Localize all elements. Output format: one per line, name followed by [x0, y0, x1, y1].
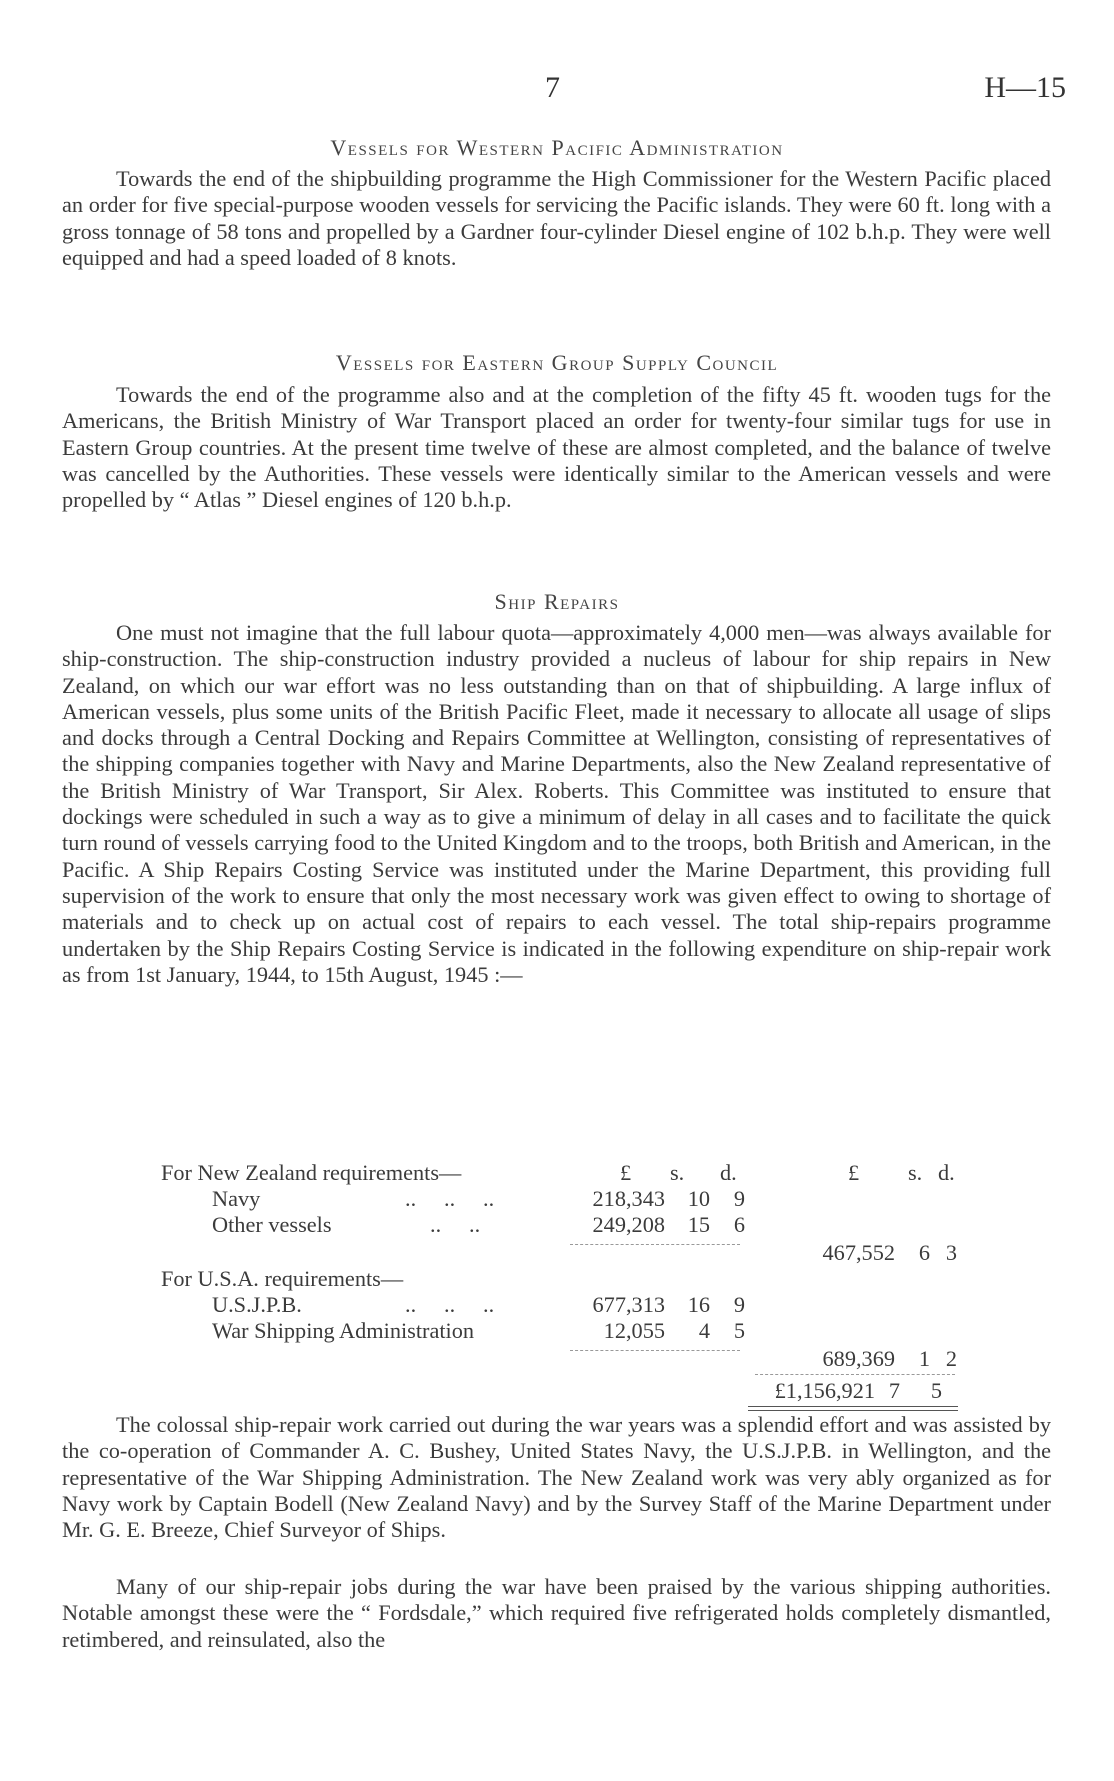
- row-leaders: .. ..: [430, 1212, 481, 1237]
- subtotal-pence-usa: 2: [945, 1346, 957, 1371]
- subtotal-pence-new-zealand: 3: [945, 1240, 957, 1265]
- row-pence: 5: [733, 1318, 745, 1343]
- subtotal-shillings-usa: 1: [918, 1346, 930, 1371]
- row-pounds: 249,208: [592, 1212, 665, 1237]
- subtotal-pounds-usa: 689,369: [822, 1346, 895, 1371]
- subtotal-pounds-new-zealand: 467,552: [822, 1240, 895, 1265]
- row-leaders: .. .. ..: [405, 1292, 495, 1317]
- row-item-other-vessels: Other vessels: [212, 1212, 332, 1237]
- section-heading-western-pacific: Vessels for Western Pacific Administration: [330, 135, 784, 160]
- column-header-pounds: £: [620, 1160, 632, 1185]
- section-heading-eastern-group: Vessels for Eastern Group Supply Council: [335, 350, 779, 375]
- expenditure-table: [0, 1160, 1114, 1403]
- total-double-rule-bottom: [748, 1410, 958, 1411]
- column-header-pence-total: d.: [938, 1160, 955, 1185]
- total-pounds: £1,156,921: [774, 1378, 875, 1403]
- column-header-pounds-total: £: [848, 1160, 860, 1185]
- group-label-new-zealand: For New Zealand requirements—: [161, 1160, 462, 1185]
- paragraph-praised-jobs: Many of our ship-repair jobs during the war have been praised by the various shipping authorities. Notable amongst these were the “ Fordsdale,” which required five refrigerated holds completely dismantled, retimbered, and reinsulated, also the: [62, 1574, 1051, 1652]
- row-pence: 6: [733, 1212, 745, 1237]
- paragraph-colossal-work: The colossal ship-repair work carried out during the war years was a splendid effort and was assisted by the co-operation of Commander A. C. Bushey, United States Navy, the U.S.J.P.B. in Wellington, and the representative of the War Shipping Administration. The New Zealand work was very ably organized as for Navy work by Captain Bodell (New Zealand Navy) and by the Survey Staff of the Marine Department under Mr. G. E. Breeze, Chief Surveyor of Ships.: [62, 1412, 1051, 1543]
- group-label-usa: For U.S.A. requirements—: [161, 1266, 404, 1291]
- column-header-shillings: s.: [670, 1160, 685, 1185]
- paragraph-ship-repairs-intro: One must not imagine that the full labour quota—approximately 4,000 men—was always available for ship-construction. The ship-construction industry provided a nucleus of labour for ship repairs in New Zealand, on which our war effort was no less outstanding than on that of shipbuilding. A large influx of American vessels, plus some units of the British Pacific Fleet, made it necessary to allocate all usage of slips and docks through a Central Docking and Repairs Committee at Wellington, consisting of representatives of the shipping companies together with Navy and Marine Departments, also the New Zealand representative of the British Ministry of War Transport, Sir Alex. Roberts. This Committee was instituted to ensure that dockings were scheduled in such a way as to give a minimum of delay in all cases and to facilitate the quick turn round of vessels carrying food to the United Kingdom and to the troops, both British and American, in the Pacific. A Ship Repairs Costing Service was instituted under the Marine Department, this providing full supervision of the work to ensure that only the most necessary work was given effect to owing to shortage of materials and to check up on actual cost of repairs to each vessel. The total ship-repairs programme undertaken by the Ship Repairs Costing Service is indicated in the following expenditure on ship-repair work as from 1st January, 1944, to 15th August, 1945 :—: [62, 620, 1051, 987]
- total-shillings: 7: [888, 1378, 900, 1403]
- row-item-usjpb: U.S.J.P.B.: [212, 1292, 302, 1317]
- row-shillings: 16: [687, 1292, 710, 1317]
- row-pounds: 677,313: [592, 1292, 665, 1317]
- document-reference: H—15: [984, 71, 1066, 104]
- row-item-navy: Navy: [212, 1186, 261, 1211]
- column-header-shillings-total: s.: [908, 1160, 923, 1185]
- row-shillings: 10: [687, 1186, 710, 1211]
- column-header-pence: d.: [720, 1160, 737, 1185]
- page-number: 7: [545, 71, 560, 104]
- total-double-rule-top: [748, 1406, 958, 1407]
- section-heading-ship-repairs: Ship Repairs: [494, 589, 620, 614]
- row-leaders: .. .. ..: [405, 1186, 495, 1211]
- row-item-war-shipping: War Shipping Administration: [212, 1318, 475, 1343]
- subtotal-rule: [570, 1350, 740, 1351]
- subtotal-shillings-new-zealand: 6: [918, 1240, 930, 1265]
- row-pounds: 218,343: [592, 1186, 665, 1211]
- row-pence: 9: [733, 1186, 745, 1211]
- row-pence: 9: [733, 1292, 745, 1317]
- row-shillings: 4: [698, 1318, 710, 1343]
- paragraph-eastern-group: Towards the end of the programme also and at the completion of the fifty 45 ft. wooden tugs for the Americans, the British Ministry of War Transport placed an order for twenty-four similar tugs for use in Eastern Group countries. At the present time twelve of these are almost completed, and the balance of twelve was cancelled by the Authorities. These vessels were identically similar to the American vessels and were propelled by “ Atlas ” Diesel engines of 120 b.h.p.: [62, 382, 1051, 513]
- paragraph-western-pacific: Towards the end of the shipbuilding programme the High Commissioner for the Western Pacific placed an order for five special-purpose wooden vessels for servicing the Pacific islands. They were 60 ft. long with a gross tonnage of 58 tons and propelled by a Gardner four-cylinder Diesel engine of 102 b.h.p. They were well equipped and had a speed loaded of 8 knots.: [62, 166, 1051, 270]
- subtotal-rule: [570, 1244, 740, 1245]
- row-pounds: 12,055: [603, 1318, 665, 1343]
- total-pence: 5: [930, 1378, 942, 1403]
- row-shillings: 15: [687, 1212, 710, 1237]
- total-rule: [755, 1374, 955, 1375]
